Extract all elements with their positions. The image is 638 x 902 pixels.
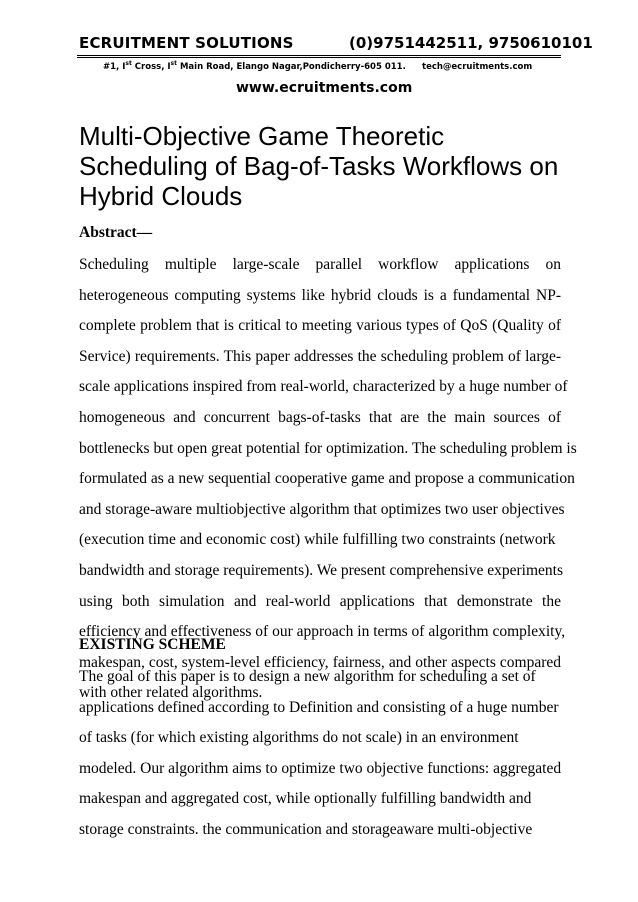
letterhead-divider: [77, 55, 561, 56]
abstract-line: scale applications inspired from real-world, characterized by a huge number of: [79, 378, 568, 396]
abstract-line: bottlenecks but open great potential for optimization. The scheduling problem is: [79, 439, 577, 457]
abstract-line: Scheduling multiple large-scale parallel workflow applications on: [79, 256, 561, 273]
company-website: www.ecruitments.com: [236, 80, 413, 96]
existing-scheme-body: [79, 662, 561, 846]
title-line: Multi-Objective Game Theoretic: [79, 121, 445, 151]
existing-line: of tasks (for which existing algorithms do not scale) in an environment: [79, 729, 519, 747]
abstract-line: (execution time and economic cost) while fulfilling two constraints (network: [79, 531, 556, 549]
existing-line: applications defined according to Definition and consisting of a huge number: [79, 698, 559, 716]
abstract-line: with other related algorithms.: [79, 684, 263, 702]
abstract-line: and storage-aware multiobjective algorithm that optimizes two user objectives: [79, 500, 565, 518]
title-line: Hybrid Clouds: [79, 181, 243, 211]
paper-title: [79, 121, 579, 211]
abstract-line: using both simulation and real-world applications that demonstrate the: [79, 592, 561, 610]
existing-line: modeled. Our algorithm aims to optimize two objective functions: aggregated: [79, 759, 562, 777]
letterhead-divider-thin: [77, 57, 561, 58]
title-line: Scheduling of Bag-of-Tasks Workflows on: [79, 151, 559, 181]
abstract-line: makespan, cost, system-level efficiency, fairness, and other aspects compared: [79, 653, 561, 671]
company-address: #1, Ist Cross, Ist Main Road, Elango Nagar,Pondicherry-605 011.: [103, 60, 406, 72]
abstract-line: efficiency and effectiveness of our approach in terms of algorithm complexity,: [79, 623, 566, 641]
existing-scheme-heading: EXISTING SCHEME: [79, 636, 226, 653]
abstract-line: complete problem that is critical to meeting various types of QoS (Quality of: [79, 317, 561, 335]
abstract-heading: Abstract—: [79, 224, 153, 241]
abstract-line: homogeneous and concurrent bags-of-tasks that are the main sources of: [79, 408, 561, 426]
abstract-line: heterogeneous computing systems like hybrid clouds is a fundamental NP-: [79, 286, 561, 304]
existing-line: The goal of this paper is to design a new algorithm for scheduling a set of: [79, 668, 536, 685]
abstract-line: bandwidth and storage requirements). We present comprehensive experiments: [79, 561, 563, 579]
company-phone: (0)9751442511, 9750610101: [349, 34, 593, 52]
company-name: ECRUITMENT SOLUTIONS: [79, 34, 294, 52]
abstract-line: Service) requirements. This paper addresses the scheduling problem of large-: [79, 347, 561, 365]
company-email: tech@ecruitments.com: [422, 62, 533, 72]
existing-line: storage constraints. the communication and storageaware multi-objective: [79, 820, 533, 838]
existing-line: makespan and aggregated cost, while optionally fulfilling bandwidth and: [79, 790, 532, 808]
abstract-line: formulated as a new sequential cooperative game and propose a communication: [79, 470, 575, 488]
